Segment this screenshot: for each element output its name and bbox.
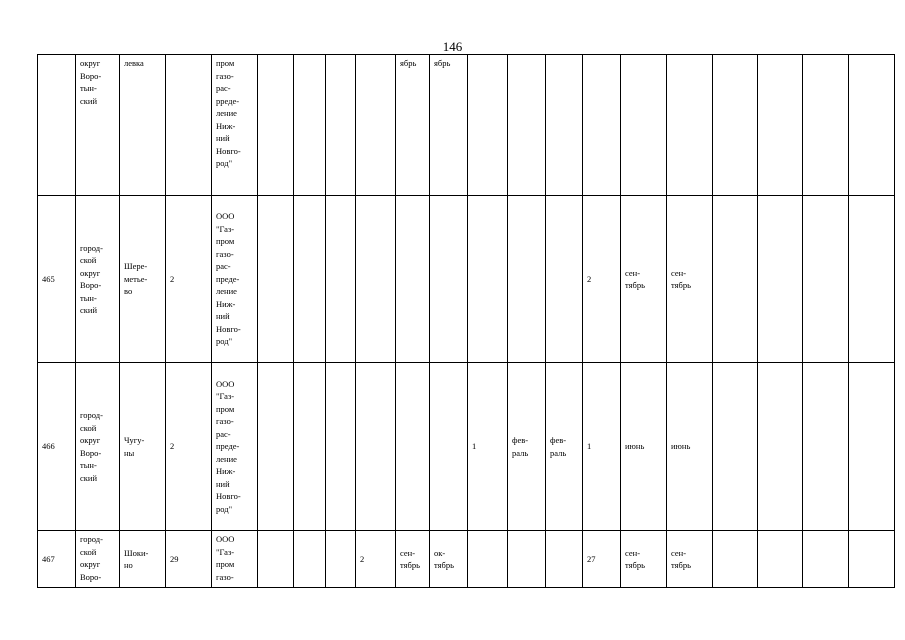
empty-cell — [849, 363, 895, 531]
empty-cell — [508, 531, 546, 588]
empty-cell — [356, 55, 396, 196]
empty-cell — [803, 196, 849, 363]
row-number-cell: 467 — [38, 531, 76, 588]
empty-cell — [430, 196, 468, 363]
gasification-schedule-table — [37, 54, 895, 588]
month-cell: сен- тябрь — [396, 531, 430, 588]
operator-cell: пром газо- рас- pреде- ление Ниж- ний Новго- род" — [212, 55, 258, 196]
empty-cell — [326, 196, 356, 363]
empty-cell — [258, 55, 294, 196]
district-cell: город- ской округ Воро- тын- ский — [76, 196, 120, 363]
empty-cell — [258, 531, 294, 588]
empty-cell — [803, 363, 849, 531]
settlement-cell: Шере- метье- во — [120, 196, 166, 363]
empty-cell — [294, 196, 326, 363]
table-row — [38, 196, 895, 363]
empty-cell — [508, 55, 546, 196]
district-cell: город- ской округ Воро- — [76, 531, 120, 588]
settlement-cell: Шоки- но — [120, 531, 166, 588]
settlement-cell: левка — [120, 55, 166, 196]
month-cell: сен- тябрь — [667, 531, 713, 588]
empty-cell — [849, 55, 895, 196]
empty-cell — [326, 531, 356, 588]
empty-cell — [849, 531, 895, 588]
empty-cell — [803, 531, 849, 588]
empty-cell — [758, 55, 803, 196]
empty-cell — [258, 196, 294, 363]
district-cell: округ Воро- тын- ский — [76, 55, 120, 196]
empty-cell — [758, 363, 803, 531]
month-cell: сен- тябрь — [621, 196, 667, 363]
empty-cell — [468, 55, 508, 196]
empty-cell — [508, 196, 546, 363]
count-cell: 2 — [166, 196, 212, 363]
empty-cell — [803, 55, 849, 196]
settlement-cell: Чугу- ны — [120, 363, 166, 531]
empty-cell — [758, 196, 803, 363]
table-row — [38, 363, 895, 531]
month-cell: ябрь — [430, 55, 468, 196]
operator-cell: ООО "Газ- пром газо- рас- преде- ление Ниж- ний Новго- род" — [212, 196, 258, 363]
empty-cell — [396, 196, 430, 363]
empty-cell — [430, 363, 468, 531]
row-number-cell — [38, 55, 76, 196]
count-cell: 27 — [583, 531, 621, 588]
count-cell — [166, 55, 212, 196]
count-cell: 2 — [583, 196, 621, 363]
page-number: 146 — [442, 39, 463, 54]
empty-cell — [713, 531, 758, 588]
month-cell: фев- раль — [546, 363, 583, 531]
count-cell: 1 — [468, 363, 508, 531]
table-row — [38, 531, 895, 588]
count-cell: 29 — [166, 531, 212, 588]
empty-cell — [546, 196, 583, 363]
table-row — [38, 55, 895, 196]
month-cell: июнь — [621, 363, 667, 531]
month-cell: фев- раль — [508, 363, 546, 531]
empty-cell — [326, 363, 356, 531]
empty-cell — [258, 363, 294, 531]
row-number-cell: 466 — [38, 363, 76, 531]
empty-cell — [583, 55, 621, 196]
month-cell: сен- тябрь — [621, 531, 667, 588]
row-number-cell: 465 — [38, 196, 76, 363]
empty-cell — [713, 55, 758, 196]
empty-cell — [621, 55, 667, 196]
operator-cell: ООО "Газ- пром газо- — [212, 531, 258, 588]
empty-cell — [326, 55, 356, 196]
month-cell: июнь — [667, 363, 713, 531]
empty-cell — [294, 363, 326, 531]
month-cell: ябрь — [396, 55, 430, 196]
count-cell: 2 — [356, 531, 396, 588]
empty-cell — [468, 531, 508, 588]
empty-cell — [546, 531, 583, 588]
empty-cell — [667, 55, 713, 196]
count-cell: 2 — [166, 363, 212, 531]
empty-cell — [468, 196, 508, 363]
empty-cell — [713, 196, 758, 363]
month-cell: ок- тябрь — [430, 531, 468, 588]
empty-cell — [396, 363, 430, 531]
empty-cell — [294, 531, 326, 588]
empty-cell — [546, 55, 583, 196]
empty-cell — [849, 196, 895, 363]
operator-cell: ООО "Газ- пром газо- рас- преде- ление Ниж- ний Новго- род" — [212, 363, 258, 531]
empty-cell — [294, 55, 326, 196]
month-cell: сен- тябрь — [667, 196, 713, 363]
empty-cell — [713, 363, 758, 531]
empty-cell — [356, 196, 396, 363]
empty-cell — [758, 531, 803, 588]
district-cell: город- ской округ Воро- тын- ский — [76, 363, 120, 531]
count-cell: 1 — [583, 363, 621, 531]
empty-cell — [356, 363, 396, 531]
